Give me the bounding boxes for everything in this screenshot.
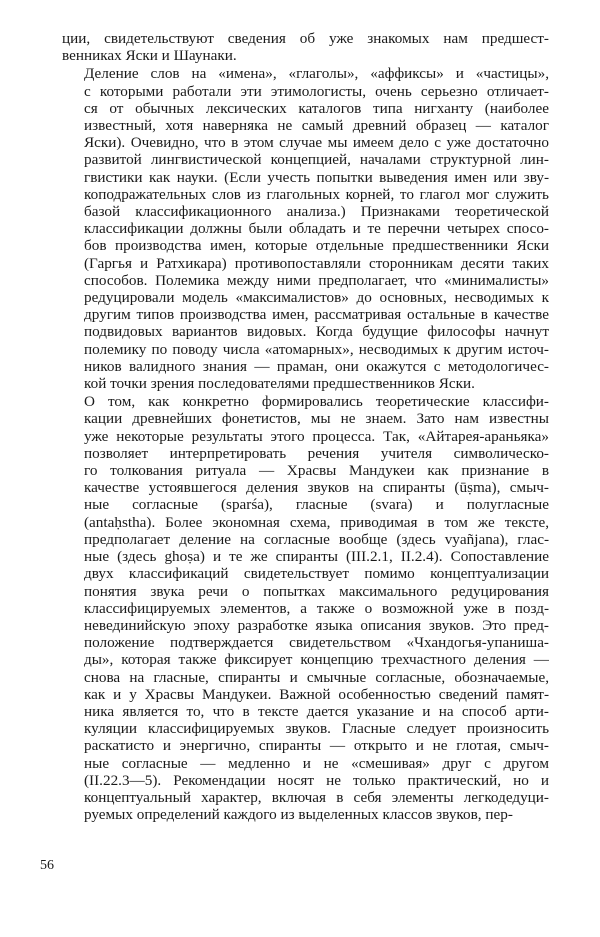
text-line: предполагает деление на согласные вообще (здесь vyañjana), глас- — [84, 530, 549, 548]
text-line: ника является то, что в тексте дается указание и на способ арти- — [84, 702, 549, 720]
text-line: ные согласные — медленно и не «смешивая» друг с другом — [84, 754, 549, 772]
page-number: 56 — [40, 858, 54, 873]
paragraph — [62, 65, 549, 392]
text-line: качестве устоявшегося деления звуков на спиранты (ūṣma), смыч- — [84, 479, 549, 497]
page-body — [62, 30, 549, 823]
text-line: ные (здесь ghoṣa) и те же спиранты (III.2.1, II.2.4). Сопоставление — [84, 548, 549, 566]
text-line: снова на гласные, спиранты и смычные согласные, обозначаемые, — [84, 668, 549, 686]
text-line: с которыми работали эти этимологисты, очень серьезно отличает- — [84, 82, 549, 100]
text-line: (Гаргья и Ратхикара) противопоставляли сторонникам десяти таких — [84, 254, 549, 272]
text-line: куляции классифицируемых звуков. Гласные следует произносить — [84, 720, 549, 738]
text-line: невединийскую эпоху разработке языка описания звуков. Это пред- — [84, 616, 549, 634]
text-line: ные согласные (sparśa), гласные (svara) и полугласные — [84, 496, 549, 514]
paragraph — [62, 30, 549, 64]
text-line: подвидовых вариантов видовых. Когда будущие философы начнут — [84, 323, 549, 341]
text-line: (antaḥstha). Более экономная схема, приводимая в том же тексте, — [84, 513, 549, 531]
text-line: ды», которая также фиксирует концепцию трехчастного деления — — [84, 651, 549, 669]
text-line: раскатисто и энергично, спиранты — открыто и не глотая, смыч- — [84, 737, 549, 755]
paragraph — [62, 393, 549, 823]
text-line: го толкования ритуала — Храсвы Мандукеи как признание в — [84, 462, 549, 480]
text-line: развитой лингвистической концепцией, началами структурной лин- — [84, 151, 549, 169]
text-line: классификации должны были обладать и те перечни четырех спосо- — [84, 220, 549, 238]
text-line: коподражательных слов из глагольных корней, то глагол мог служить — [84, 185, 549, 203]
text-line: способов. Полемика между ними предполагает, что «минималисты» — [84, 271, 549, 289]
text-line: классифицируемых элементов, а также о возможной уже в позд- — [84, 599, 549, 617]
text-line: понятия звука речи о попытках максимального редуцирования — [84, 582, 549, 600]
text-line: Деление слов на «имена», «глаголы», «аффиксы» и «частицы», — [84, 65, 549, 83]
text-line: О том, как конкретно формировались теоретические классифи- — [84, 393, 549, 411]
text-line: другим типов производства имен, рассматривая остальные в качестве — [84, 306, 549, 324]
text-line: кации древнейших фонетистов, мы не знаем. Зато нам известны — [84, 410, 549, 428]
text-line: уже некоторые результаты этого процесса. Так, «Айтарея-араньяка» — [84, 427, 549, 445]
text-line: положение подтверждается свидетельством «Чхандогья-упаниша- — [84, 634, 549, 652]
text-line: венниках Яски и Шаунаки. — [62, 47, 237, 65]
text-line: как и у Храсвы Мандукеи. Важной особенностью сведений памят- — [84, 685, 549, 703]
text-line: ников валидного знания — праман, они окажутся с методологичес- — [84, 357, 549, 375]
text-line: концептуальный характер, включая в себя элементы легкодедуци- — [84, 788, 549, 806]
text-line: бов производства имен, которые отдельные предшественники Яски — [84, 237, 549, 255]
text-line: ся от обычных лексических каталогов типа нигханту (наиболее — [84, 99, 549, 117]
text-line: двух классификаций свидетельствует помимо концептуализации — [84, 565, 549, 583]
text-line: руемых определений каждого из выделенных классов звуков, пер- — [84, 806, 513, 824]
text-line: (II.22.3—5). Рекомендации носят не только практический, но и — [84, 771, 549, 789]
text-line: известный, хотя наверняка не самый древний образец — каталог — [84, 117, 549, 135]
text-line: Яски). Очевидно, что в этом случае мы имеем дело с уже достаточно — [84, 134, 549, 152]
text-line: ции, свидетельствуют сведения об уже знакомых нам предшест- — [62, 30, 549, 47]
text-line: позволяет интерпретировать речения учителя символическо- — [84, 444, 549, 462]
text-column — [62, 30, 549, 823]
text-line: редуцировали модель «максималистов» до основных, несводимых к — [84, 289, 549, 307]
text-line: гвистики как науки. (Если учесть попытки выведения имен или зву- — [84, 168, 549, 186]
text-line: базой классификационного анализа.) Признаками теоретической — [84, 203, 549, 221]
text-line: кой точки зрения последователями предшественников Яски. — [84, 375, 475, 393]
text-line: полемику по поводу числа «атомарных», несводимых к другим источ- — [84, 340, 549, 358]
